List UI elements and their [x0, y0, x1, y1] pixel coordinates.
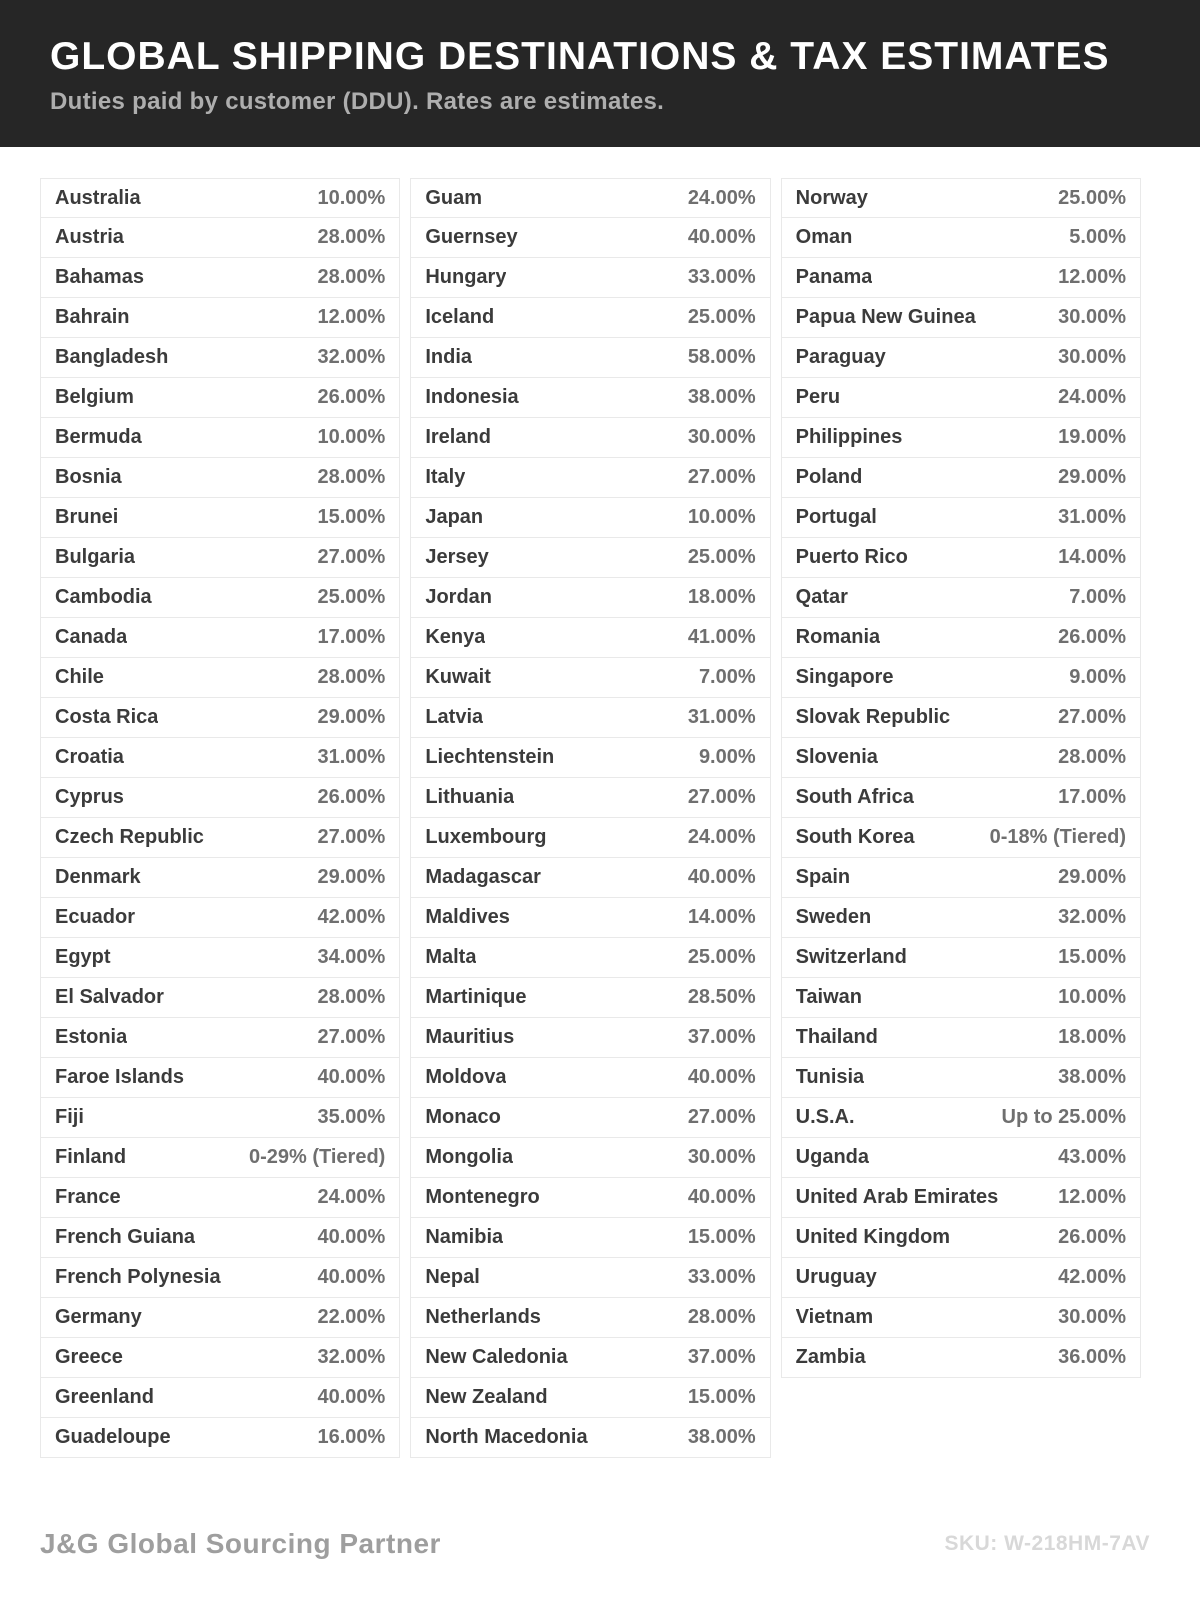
country-name: Ireland — [425, 426, 491, 448]
tax-rate: 0-29% (Tiered) — [248, 1146, 386, 1168]
tax-rate: 26.00% — [317, 786, 386, 808]
tax-rate: 38.00% — [687, 386, 756, 408]
tax-rate: 41.00% — [687, 626, 756, 648]
tax-rate: 24.00% — [687, 826, 756, 848]
country-name: Costa Rica — [55, 706, 159, 728]
table-row — [410, 898, 770, 938]
table-row — [410, 738, 770, 778]
tax-rate: 10.00% — [317, 186, 386, 209]
table-row — [781, 178, 1141, 218]
country-name: United Arab Emirates — [795, 1186, 999, 1208]
table-row — [410, 378, 770, 418]
tax-rate: 38.00% — [687, 1426, 756, 1448]
table-row — [40, 538, 400, 578]
tax-rate: 32.00% — [317, 346, 386, 368]
tax-rate: 25.00% — [1058, 186, 1126, 209]
tax-rate: 15.00% — [687, 1386, 756, 1408]
tax-rate: 29.00% — [317, 706, 386, 728]
table-row — [781, 818, 1141, 858]
table-row — [410, 698, 770, 738]
tax-rate: 33.00% — [687, 1266, 756, 1288]
country-name: Bulgaria — [55, 546, 136, 568]
table-row — [40, 698, 400, 738]
tax-rate: 31.00% — [687, 706, 756, 728]
country-name: North Macedonia — [425, 1426, 588, 1448]
table-row — [40, 1018, 400, 1058]
country-name: Maldives — [425, 906, 510, 928]
tax-rate: 7.00% — [1069, 586, 1126, 608]
table-row — [781, 1058, 1141, 1098]
table-row — [410, 218, 770, 258]
table-row — [40, 378, 400, 418]
country-name: Canada — [55, 626, 128, 648]
tax-table — [40, 178, 1141, 1458]
tax-rate: 58.00% — [687, 346, 756, 368]
table-row — [40, 418, 400, 458]
tax-rate: 40.00% — [687, 226, 756, 248]
table-row — [40, 1138, 400, 1178]
page-header — [0, 0, 1200, 147]
country-name: Thailand — [795, 1026, 878, 1048]
country-name: Bahamas — [55, 266, 144, 288]
tax-rate: 15.00% — [317, 506, 386, 528]
tax-rate: 17.00% — [317, 626, 386, 648]
country-name: Slovak Republic — [795, 706, 951, 728]
tax-rate: 40.00% — [317, 1266, 386, 1288]
page-subtitle: Duties paid by customer (DDU). Rates are estimates. — [50, 87, 665, 115]
table-row — [781, 338, 1141, 378]
tax-rate: 9.00% — [698, 746, 756, 768]
tax-rate: 12.00% — [1058, 1186, 1126, 1208]
table-row — [410, 458, 770, 498]
country-name: Guam — [425, 186, 483, 209]
tax-rate: 42.00% — [317, 906, 386, 928]
tax-rate: 26.00% — [1058, 626, 1126, 648]
country-name: Mauritius — [425, 1026, 515, 1048]
country-name: Ecuador — [55, 906, 136, 928]
table-row — [410, 258, 770, 298]
tax-table-column-3 — [781, 178, 1141, 1458]
table-row — [410, 1258, 770, 1298]
tax-rate: 27.00% — [687, 1106, 756, 1128]
country-name: Lithuania — [425, 786, 515, 808]
country-name: Slovenia — [795, 746, 878, 768]
country-name: Romania — [795, 626, 881, 648]
country-name: Mongolia — [425, 1146, 514, 1168]
country-name: Sweden — [795, 906, 872, 928]
tax-rate: 29.00% — [317, 866, 386, 888]
table-row — [410, 818, 770, 858]
country-name: Greece — [55, 1346, 123, 1368]
tax-rate: 24.00% — [687, 186, 756, 209]
tax-rate: 40.00% — [317, 1226, 386, 1248]
tax-rate: 28.00% — [317, 986, 386, 1008]
country-name: South Korea — [795, 826, 915, 848]
tax-rate: 28.00% — [317, 226, 386, 248]
country-name: Belgium — [55, 386, 134, 408]
country-name: Germany — [55, 1306, 142, 1328]
brand-name: J&G Global Sourcing Partner — [40, 1528, 441, 1559]
country-name: Uruguay — [795, 1266, 877, 1288]
table-row — [40, 1338, 400, 1378]
country-name: Poland — [795, 466, 863, 488]
country-name: France — [55, 1186, 121, 1208]
table-row — [781, 1098, 1141, 1138]
table-row — [781, 858, 1141, 898]
table-row — [40, 738, 400, 778]
country-name: Netherlands — [425, 1306, 541, 1328]
country-name: Latvia — [425, 706, 484, 728]
tax-rate: 22.00% — [317, 1306, 386, 1328]
page-title: GLOBAL SHIPPING DESTINATIONS & TAX ESTIMATES — [50, 35, 1110, 78]
table-row — [781, 298, 1141, 338]
country-name: Martinique — [425, 986, 527, 1008]
table-row — [40, 298, 400, 338]
tax-table-column-2 — [410, 178, 770, 1458]
tax-rate: 12.00% — [317, 306, 386, 328]
tax-rate: 37.00% — [687, 1026, 756, 1048]
table-row — [410, 858, 770, 898]
country-name: Paraguay — [795, 346, 886, 368]
tax-rate: 27.00% — [317, 546, 386, 568]
country-name: Montenegro — [425, 1186, 540, 1208]
tax-rate: 30.00% — [687, 426, 756, 448]
tax-rate: 25.00% — [687, 546, 756, 568]
table-row — [781, 498, 1141, 538]
table-row — [781, 978, 1141, 1018]
table-row — [410, 1098, 770, 1138]
country-name: Jersey — [425, 546, 489, 568]
tax-rate: 27.00% — [687, 466, 756, 488]
table-row — [410, 978, 770, 1018]
country-name: Hungary — [425, 266, 507, 288]
country-name: Cambodia — [55, 586, 152, 608]
country-name: Namibia — [425, 1226, 504, 1248]
tax-rate: 35.00% — [317, 1106, 386, 1128]
tax-rate: 26.00% — [1058, 1226, 1126, 1248]
country-name: Puerto Rico — [795, 546, 908, 568]
country-name: Jordan — [425, 586, 493, 608]
table-row — [40, 1258, 400, 1298]
tax-rate: 7.00% — [698, 666, 756, 688]
country-name: Austria — [55, 226, 124, 248]
table-row — [781, 658, 1141, 698]
country-name: Vietnam — [795, 1306, 874, 1328]
tax-rate: 27.00% — [687, 786, 756, 808]
table-row — [781, 618, 1141, 658]
country-name: Chile — [55, 666, 104, 688]
table-row — [40, 898, 400, 938]
country-name: United Kingdom — [795, 1226, 951, 1248]
tax-rate: 30.00% — [687, 1146, 756, 1168]
country-name: Estonia — [55, 1026, 128, 1048]
tax-rate: 24.00% — [1058, 386, 1126, 408]
tax-rate: 27.00% — [317, 826, 386, 848]
country-name: Peru — [795, 386, 841, 408]
country-name: Taiwan — [795, 986, 862, 1008]
page-footer — [40, 1528, 1150, 1560]
country-name: South Africa — [795, 786, 914, 808]
country-name: French Guiana — [55, 1226, 196, 1248]
table-row — [40, 778, 400, 818]
country-name: El Salvador — [55, 986, 164, 1008]
tax-rate: 24.00% — [317, 1186, 386, 1208]
table-row — [410, 498, 770, 538]
table-row — [410, 418, 770, 458]
table-row — [781, 1018, 1141, 1058]
tax-rate: 5.00% — [1069, 226, 1126, 248]
table-row — [781, 898, 1141, 938]
tax-rate: 10.00% — [687, 506, 756, 528]
country-name: Panama — [795, 266, 873, 288]
table-row — [410, 1338, 770, 1378]
tax-rate: 28.00% — [687, 1306, 756, 1328]
tax-rate: 37.00% — [687, 1346, 756, 1368]
table-row — [40, 818, 400, 858]
table-row — [410, 538, 770, 578]
table-row — [40, 978, 400, 1018]
country-name: Norway — [795, 186, 868, 209]
country-name: Oman — [795, 226, 853, 248]
country-name: French Polynesia — [55, 1266, 221, 1288]
tax-rate: 12.00% — [1058, 266, 1126, 288]
table-row — [781, 1178, 1141, 1218]
country-name: Czech Republic — [55, 826, 204, 848]
tax-rate: 30.00% — [1058, 1306, 1126, 1328]
country-name: Uganda — [795, 1146, 869, 1168]
tax-rate: 43.00% — [1058, 1146, 1126, 1168]
tax-rate: 25.00% — [687, 946, 756, 968]
tax-rate: 17.00% — [1058, 786, 1126, 808]
tax-rate: 25.00% — [317, 586, 386, 608]
table-row — [781, 778, 1141, 818]
table-row — [410, 1018, 770, 1058]
tax-rate: 28.50% — [687, 986, 756, 1008]
table-row — [781, 418, 1141, 458]
table-row — [40, 1098, 400, 1138]
tax-rate: 26.00% — [317, 386, 386, 408]
country-name: Croatia — [55, 746, 124, 768]
table-row — [781, 738, 1141, 778]
country-name: Cyprus — [55, 786, 124, 808]
country-name: Spain — [795, 866, 851, 888]
table-row — [410, 1058, 770, 1098]
country-name: New Zealand — [425, 1386, 548, 1408]
country-name: Malta — [425, 946, 477, 968]
table-row — [40, 858, 400, 898]
tax-rate: 28.00% — [1058, 746, 1126, 768]
country-name: Greenland — [55, 1386, 154, 1408]
tax-rate: 14.00% — [1058, 546, 1126, 568]
table-row — [40, 1058, 400, 1098]
tax-rate: 30.00% — [1058, 306, 1126, 328]
tax-rate: 34.00% — [317, 946, 386, 968]
country-name: Philippines — [795, 426, 903, 448]
table-row — [781, 458, 1141, 498]
table-row — [40, 498, 400, 538]
tax-rate: 0-18% (Tiered) — [989, 826, 1126, 848]
country-name: Papua New Guinea — [795, 306, 976, 328]
country-name: Italy — [425, 466, 466, 488]
country-name: Guernsey — [425, 226, 518, 248]
tax-rate: 31.00% — [317, 746, 386, 768]
country-name: Kuwait — [425, 666, 491, 688]
tax-rate: 18.00% — [1058, 1026, 1126, 1048]
country-name: Luxembourg — [425, 826, 547, 848]
table-row — [40, 458, 400, 498]
country-name: Madagascar — [425, 866, 541, 888]
sku-label: SKU: W-218HM-7AV — [944, 1532, 1150, 1555]
country-name: Australia — [55, 186, 141, 209]
tax-rate: 40.00% — [687, 1186, 756, 1208]
table-row — [781, 1338, 1141, 1378]
tax-rate: 10.00% — [1058, 986, 1126, 1008]
tax-rate: 32.00% — [1058, 906, 1126, 928]
tax-rate: 9.00% — [1069, 666, 1126, 688]
country-name: Portugal — [795, 506, 877, 528]
table-row — [40, 938, 400, 978]
table-row — [410, 1298, 770, 1338]
table-row — [410, 618, 770, 658]
tax-rate: Up to 25.00% — [1001, 1106, 1126, 1128]
tax-rate: 38.00% — [1058, 1066, 1126, 1088]
table-row — [40, 1378, 400, 1418]
country-name: Bosnia — [55, 466, 122, 488]
tax-rate: 15.00% — [1058, 946, 1126, 968]
country-name: Egypt — [55, 946, 111, 968]
tax-rate: 15.00% — [687, 1226, 756, 1248]
table-row — [781, 538, 1141, 578]
tax-rate: 29.00% — [1058, 866, 1126, 888]
table-row — [410, 178, 770, 218]
country-name: Indonesia — [425, 386, 519, 408]
table-row — [781, 578, 1141, 618]
country-name: Guadeloupe — [55, 1426, 171, 1448]
tax-rate: 28.00% — [317, 266, 386, 288]
tax-rate: 25.00% — [687, 306, 756, 328]
table-row — [40, 258, 400, 298]
tax-rate: 36.00% — [1058, 1346, 1126, 1368]
country-name: Bangladesh — [55, 346, 169, 368]
country-name: Bahrain — [55, 306, 130, 328]
tax-rate: 40.00% — [317, 1066, 386, 1088]
table-row — [40, 218, 400, 258]
table-row — [781, 938, 1141, 978]
table-row — [781, 1258, 1141, 1298]
country-name: Monaco — [425, 1106, 501, 1128]
tax-rate: 28.00% — [317, 466, 386, 488]
tax-rate: 30.00% — [1058, 346, 1126, 368]
tax-rate: 10.00% — [317, 426, 386, 448]
country-name: Japan — [425, 506, 484, 528]
tax-table-column-1 — [40, 178, 400, 1458]
table-row — [40, 618, 400, 658]
table-row — [40, 178, 400, 218]
country-name: Faroe Islands — [55, 1066, 184, 1088]
country-name: Kenya — [425, 626, 486, 648]
table-row — [410, 338, 770, 378]
country-name: Moldova — [425, 1066, 507, 1088]
table-row — [40, 578, 400, 618]
table-row — [410, 578, 770, 618]
tax-rate: 18.00% — [687, 586, 756, 608]
country-name: Finland — [55, 1146, 127, 1168]
table-row — [781, 1218, 1141, 1258]
country-name: Liechtenstein — [425, 746, 555, 768]
tax-rate: 33.00% — [687, 266, 756, 288]
table-row — [410, 298, 770, 338]
table-row — [410, 658, 770, 698]
country-name: Tunisia — [795, 1066, 865, 1088]
table-row — [40, 338, 400, 378]
tax-rate: 14.00% — [687, 906, 756, 928]
table-row — [781, 698, 1141, 738]
table-row — [781, 258, 1141, 298]
tax-rate: 40.00% — [687, 866, 756, 888]
table-row — [40, 1218, 400, 1258]
country-name: Switzerland — [795, 946, 907, 968]
tax-rate: 27.00% — [317, 1026, 386, 1048]
country-name: Brunei — [55, 506, 119, 528]
country-name: Denmark — [55, 866, 141, 888]
table-row — [781, 1298, 1141, 1338]
country-name: New Caledonia — [425, 1346, 568, 1368]
country-name: Iceland — [425, 306, 495, 328]
country-name: India — [425, 346, 472, 368]
tax-rate: 42.00% — [1058, 1266, 1126, 1288]
tax-rate: 29.00% — [1058, 466, 1126, 488]
country-name: Bermuda — [55, 426, 142, 448]
table-row — [410, 1138, 770, 1178]
table-row — [781, 378, 1141, 418]
table-row — [40, 658, 400, 698]
table-row — [410, 1218, 770, 1258]
table-row — [781, 1138, 1141, 1178]
table-row — [410, 1378, 770, 1418]
table-row — [40, 1418, 400, 1458]
table-row — [410, 778, 770, 818]
table-row — [40, 1178, 400, 1218]
country-name: Fiji — [55, 1106, 84, 1128]
country-name: Qatar — [795, 586, 848, 608]
country-name: Zambia — [795, 1346, 866, 1368]
table-row — [410, 1418, 770, 1458]
country-name: Nepal — [425, 1266, 480, 1288]
tax-rate: 19.00% — [1058, 426, 1126, 448]
tax-rate: 28.00% — [317, 666, 386, 688]
country-name: U.S.A. — [795, 1106, 855, 1128]
tax-rate: 32.00% — [317, 1346, 386, 1368]
country-name: Singapore — [795, 666, 894, 688]
table-row — [410, 938, 770, 978]
tax-rate: 40.00% — [687, 1066, 756, 1088]
tax-rate: 27.00% — [1058, 706, 1126, 728]
table-row — [781, 218, 1141, 258]
table-row — [40, 1298, 400, 1338]
tax-rate: 31.00% — [1058, 506, 1126, 528]
tax-rate: 16.00% — [317, 1426, 386, 1448]
table-row — [410, 1178, 770, 1218]
tax-rate: 40.00% — [317, 1386, 386, 1408]
